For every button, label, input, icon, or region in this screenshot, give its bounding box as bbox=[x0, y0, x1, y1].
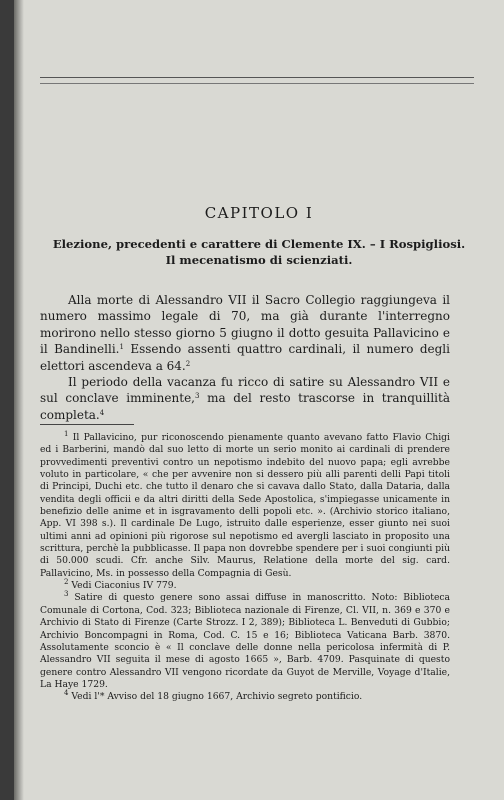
body-paragraph-1 bbox=[40, 292, 450, 374]
footnote-text: Il Pallavicino, pur riconoscendo pienamente quanto avevano fatto Flavio Chigi ed i Barberini, mandò dal suo letto di morte un serio monito ai cardinali di prendere provvedimenti preventivi contro un nepotismo indebito del nuovo papa; egli avrebbe voluto in particolare, « che per avvenire non si dessero più alli parenti delli Papi titoli di Principi, Duchi etc. che tutto il denaro che si cavava dallo Stato, dalla Dataria, dalla vendita degli officii e da altri diritti della Sede Apostolica, s'impiegasse unicamente in benefizio delle anime et in isgravamento delli popoli etc. ». (Archivio storico italiano, App. VI 398 s.). Il cardinale De Lugo, istruito dalle esperienze, esser giunto nei suoi ultimi anni ad opinioni più rigorose sul nepotismo ed avergli lasciato in proposito una scrittura, perchè la pubblicasse. Il papa non dovrebbe spendere per i suoi congiunti più di 50.000 scudi. Cfr. anche Silv. Maurus, Relatione della morte del sig. card. Pallavicino, Ms. in possesso della Compagnia di Gesù. bbox=[40, 432, 450, 579]
footnote-number: 1 bbox=[64, 430, 69, 438]
chapter-subtitle-line-2: Il mecenatismo di scienziati. bbox=[165, 253, 353, 267]
footnote-2 bbox=[40, 580, 450, 592]
footnote-number: 2 bbox=[64, 578, 69, 587]
footnote-ref-3: 3 bbox=[194, 392, 200, 401]
header-rule bbox=[40, 77, 474, 78]
chapter-subtitle-line-1: Elezione, precedenti e carattere di Clemente IX. – I Rospigliosi. bbox=[52, 237, 466, 251]
footnote-4 bbox=[40, 691, 450, 703]
footnote-separator bbox=[40, 424, 134, 425]
chapter-heading: CAPITOLO I bbox=[204, 204, 314, 222]
body-paragraph-1-text-b: Essendo assenti quattro cardinali, il numero degli elettori ascendeva a 64. bbox=[40, 342, 450, 373]
footnote-3 bbox=[40, 592, 450, 691]
page-binding-shadow bbox=[14, 0, 24, 800]
body-paragraph-2-text-b: ma del resto trascorse in tranquillità completa. bbox=[40, 391, 450, 422]
footnote-text: Satire di questo genere sono assai diffuse in manoscritto. Noto: Biblioteca Comunale di Cortona, Cod. 323; Biblioteca nazionale di Firenze, Cl. VII, n. 369 e 370 e Archivio di Stato di Firenze (Carte Strozz. I 2, 389); Biblioteca L. Benveduti di Gubbio; Archivio Boncompagni in Roma, Cod. C. 15 e 16; Biblioteca Vaticana Barb. 3870. Assolutamente sconcio è « Il conclave delle donne nella pericolosa infermità di P. Alessandro VII seguita il mese di agosto 1665 », Barb. 4709. Pasquinate di questo genere contro Alessandro VII vengono ricordate da Guyot de Merville, Voyage d'Italie, La Haye 1729. bbox=[40, 592, 451, 690]
body-text bbox=[40, 292, 450, 423]
footnote-text: Vedi l'* Avviso del 18 giugno 1667, Archivio segreto pontificio. bbox=[71, 691, 363, 703]
footnote-number: 3 bbox=[64, 590, 69, 599]
body-paragraph-1-text-a: Alla morte di Alessandro VII il Sacro Collegio raggiungeva il numero massimo legale di 70, ma già durante l'interregno morirono nello stesso giorno 5 giugno il dotto gesuita Pallavicino e il Bandinelli. bbox=[40, 293, 450, 357]
footnotes bbox=[40, 432, 450, 704]
footnote-1 bbox=[40, 432, 450, 580]
book-page bbox=[14, 0, 504, 800]
footnote-ref-4: 4 bbox=[99, 408, 105, 417]
header-rule-secondary bbox=[40, 83, 474, 84]
footnote-ref-1: 1 bbox=[119, 343, 124, 352]
footnote-text: Vedi Ciaconius IV 779. bbox=[71, 580, 177, 592]
chapter-subtitle bbox=[44, 236, 474, 268]
footnote-number: 4 bbox=[64, 689, 69, 698]
footnote-ref-2: 2 bbox=[185, 359, 191, 368]
body-paragraph-2 bbox=[40, 374, 450, 423]
body-paragraph-2-text-a: Il periodo della vacanza fu ricco di satire su Alessandro VII e sul conclave imminente, bbox=[40, 375, 450, 406]
